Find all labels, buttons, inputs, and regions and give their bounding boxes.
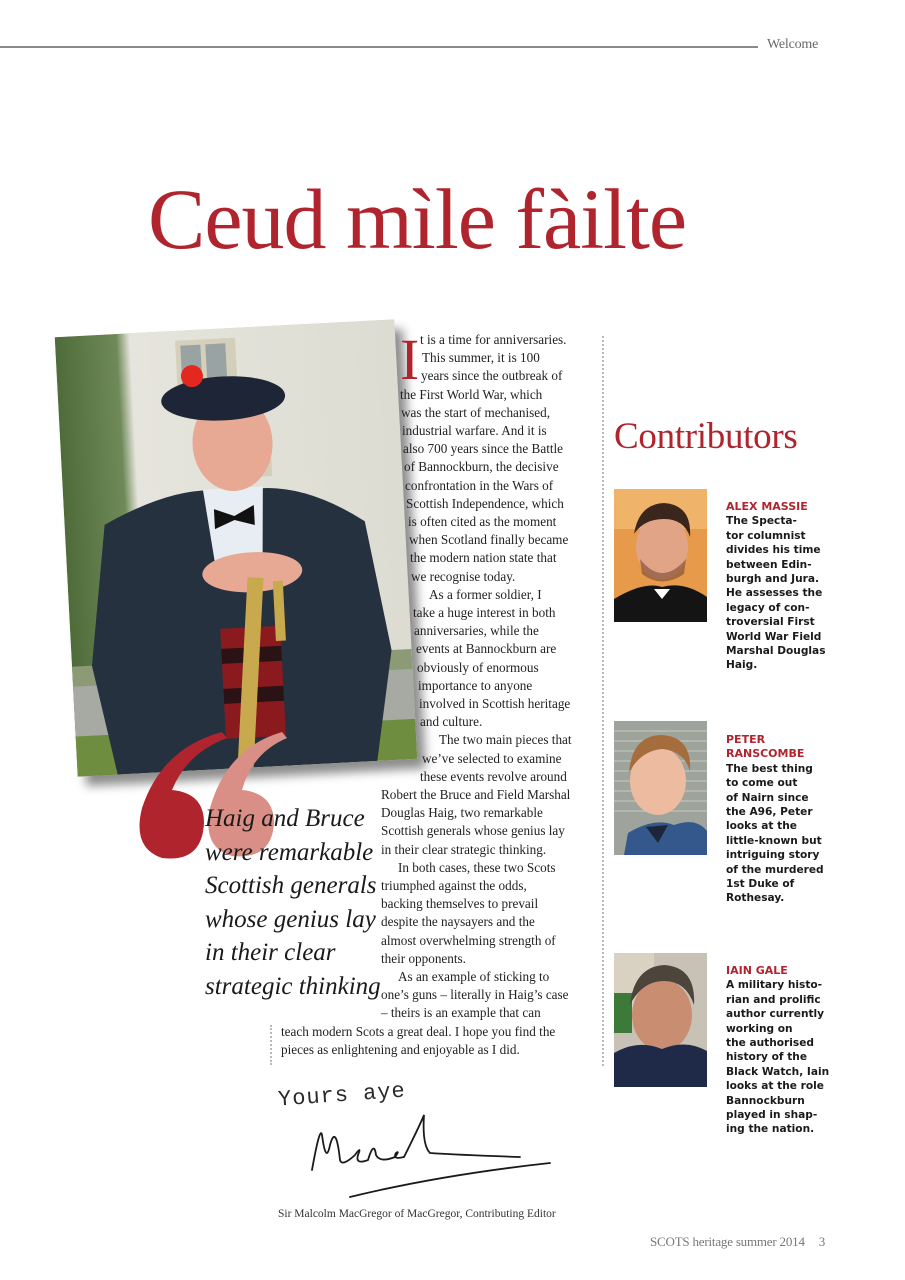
pullquote xyxy=(205,802,381,1003)
column-divider-left xyxy=(270,1025,272,1065)
contributor-bio-line: tor columnist xyxy=(726,529,806,542)
article-line: triumphed against the odds, xyxy=(381,878,527,893)
article-line: Douglas Haig, two remarkable xyxy=(381,805,543,820)
contributor-bio-line: working on xyxy=(726,1022,793,1035)
contributor-bio-line: to come out xyxy=(726,777,798,790)
article-line: obviously of enormous xyxy=(417,660,539,675)
contributor-bio-line: ing the nation. xyxy=(726,1123,815,1136)
article-line: Scottish generals whose genius lay xyxy=(381,823,565,838)
article-line: the modern nation state that xyxy=(410,550,557,565)
article-line: these events revolve around xyxy=(420,769,567,784)
contributor-name: IAIN GALE xyxy=(726,964,788,977)
contributor-bio-line: between Edin- xyxy=(726,558,812,571)
contributor-iain-gale xyxy=(726,964,830,1137)
signoff-caption: Sir Malcolm MacGregor of MacGregor, Contributing Editor xyxy=(278,1208,556,1220)
editor-photo xyxy=(55,319,418,776)
contributor-bio-line: troversial First xyxy=(726,616,815,629)
article-line: This summer, it is 100 xyxy=(422,350,540,365)
signature-icon xyxy=(300,1105,560,1205)
contributor-photo-peter-ranscombe xyxy=(614,721,707,855)
article-line: industrial warfare. And it is xyxy=(402,423,547,438)
article-line: despite the naysayers and the xyxy=(381,914,535,929)
article-line: As a former soldier, I xyxy=(429,587,542,602)
article-line: teach modern Scots a great deal. I hope you find the xyxy=(281,1024,556,1039)
article-line: we recognise today. xyxy=(411,569,516,584)
contributor-bio-line: history of the xyxy=(726,1051,808,1064)
article-line: Scottish Independence, which xyxy=(406,496,564,511)
article-line: importance to anyone xyxy=(418,678,533,693)
signoff-typed: Yours aye xyxy=(277,1078,407,1113)
contributor-photo-alex-massie xyxy=(614,489,707,622)
contributor-bio-line: divides his time xyxy=(726,544,821,557)
pullquote-line: strategic thinking xyxy=(205,972,381,1000)
contributor-bio-line: A military histo- xyxy=(726,979,823,992)
article-line: is often cited as the moment xyxy=(408,514,557,529)
page-title: Ceud mìle fàilte xyxy=(148,171,687,267)
dropcap: I xyxy=(400,327,420,392)
article-line: confrontation in the Wars of xyxy=(405,478,554,493)
publication-name: SCOTS heritage summer 2014 xyxy=(650,1234,805,1249)
article-line: and culture. xyxy=(420,714,483,729)
article-line: t is a time for anniversaries. xyxy=(420,332,567,347)
contributor-bio-line: looks at the role xyxy=(726,1080,824,1093)
header-rule xyxy=(0,46,758,48)
man-in-highland-dress-illustration xyxy=(55,319,418,776)
contributor-bio-line: of Nairn since xyxy=(726,791,809,804)
contributor-name: ALEX MASSIE xyxy=(726,500,808,513)
article-line: take a huge interest in both xyxy=(413,605,556,620)
contributor-bio-line: the authorised xyxy=(726,1037,814,1050)
contributor-bio-line: World War Field xyxy=(726,630,822,643)
article-line: when Scotland finally became xyxy=(409,532,569,547)
contributor-alex-massie xyxy=(726,500,826,673)
contributor-peter-ranscombe xyxy=(726,733,826,906)
contributor-bio-line: the A96, Peter xyxy=(726,806,813,819)
contributor-bio-line: burgh and Jura. xyxy=(726,573,820,586)
page-footer xyxy=(650,1234,825,1250)
contributor-bio-line: legacy of con- xyxy=(726,601,810,614)
contributor-bio-line: rian and prolific xyxy=(726,993,821,1006)
article-line: In both cases, these two Scots xyxy=(398,860,556,875)
contributor-name: RANSCOMBE xyxy=(726,747,805,761)
article-line: anniversaries, while the xyxy=(414,623,539,638)
contributor-photo-iain-gale xyxy=(614,953,707,1087)
article-line: almost overwhelming strength of xyxy=(381,933,556,948)
contributor-bio-line: looks at the xyxy=(726,820,797,833)
contributor-bio-line: little-known but xyxy=(726,834,822,847)
section-label: Welcome xyxy=(767,37,819,52)
contributors-title: Contributors xyxy=(614,416,798,457)
contributor-bio-line: intriguing story xyxy=(726,849,820,862)
contributor-bio-line: The best thing xyxy=(726,762,813,775)
article-line: The two main pieces that xyxy=(439,732,572,747)
column-divider xyxy=(602,336,604,1066)
article-line: Robert the Bruce and Field Marshal xyxy=(381,787,571,802)
pullquote-line: were remarkable xyxy=(205,838,374,866)
contributor-bio-line: The Specta- xyxy=(726,515,797,528)
contributor-bio-line: played in shap- xyxy=(726,1109,818,1122)
article-line: in their clear strategic thinking. xyxy=(381,842,547,857)
pullquote-line: whose genius lay xyxy=(205,905,376,933)
article-line: involved in Scottish heritage xyxy=(419,696,571,711)
contributor-bio-line: Haig. xyxy=(726,659,758,672)
contributor-bio-line: Black Watch, Iain xyxy=(726,1065,830,1078)
article-line: was the start of mechanised, xyxy=(401,405,551,420)
article-line: backing themselves to prevail xyxy=(381,896,539,911)
article-line: events at Bannockburn are xyxy=(416,641,557,656)
article-line: pieces as enlightening and enjoyable as I did. xyxy=(281,1042,520,1057)
contributor-bio-line: Rothesay. xyxy=(726,892,785,905)
contributor-bio-line: Bannockburn xyxy=(726,1094,805,1107)
article-line: As an example of sticking to xyxy=(398,969,550,984)
article-line: we’ve selected to examine xyxy=(422,751,562,766)
article-line: also 700 years since the Battle xyxy=(403,441,564,456)
article-line: – theirs is an example that can xyxy=(381,1005,541,1020)
pullquote-line: Scottish generals xyxy=(205,872,377,899)
contributor-bio-line: of the murdered xyxy=(726,863,824,876)
contributor-bio-line: Marshal Douglas xyxy=(726,645,826,658)
pullquote-line: in their clear xyxy=(205,939,336,966)
article-line: their opponents. xyxy=(381,951,466,966)
contributor-bio-line: He assesses the xyxy=(726,587,823,600)
contributor-bio-line: 1st Duke of xyxy=(726,878,795,891)
article-line: one’s guns – literally in Haig’s case xyxy=(381,987,569,1002)
contributor-bio-line: author currently xyxy=(726,1008,825,1021)
article-line: of Bannockburn, the decisive xyxy=(404,459,559,474)
contributor-name: PETER xyxy=(726,733,766,746)
article-line: years since the outbreak of xyxy=(421,368,563,383)
page-number: 3 xyxy=(818,1234,826,1249)
article-line: the First World War, which xyxy=(400,387,543,402)
pullquote-line: Haig and Bruce xyxy=(205,805,365,832)
